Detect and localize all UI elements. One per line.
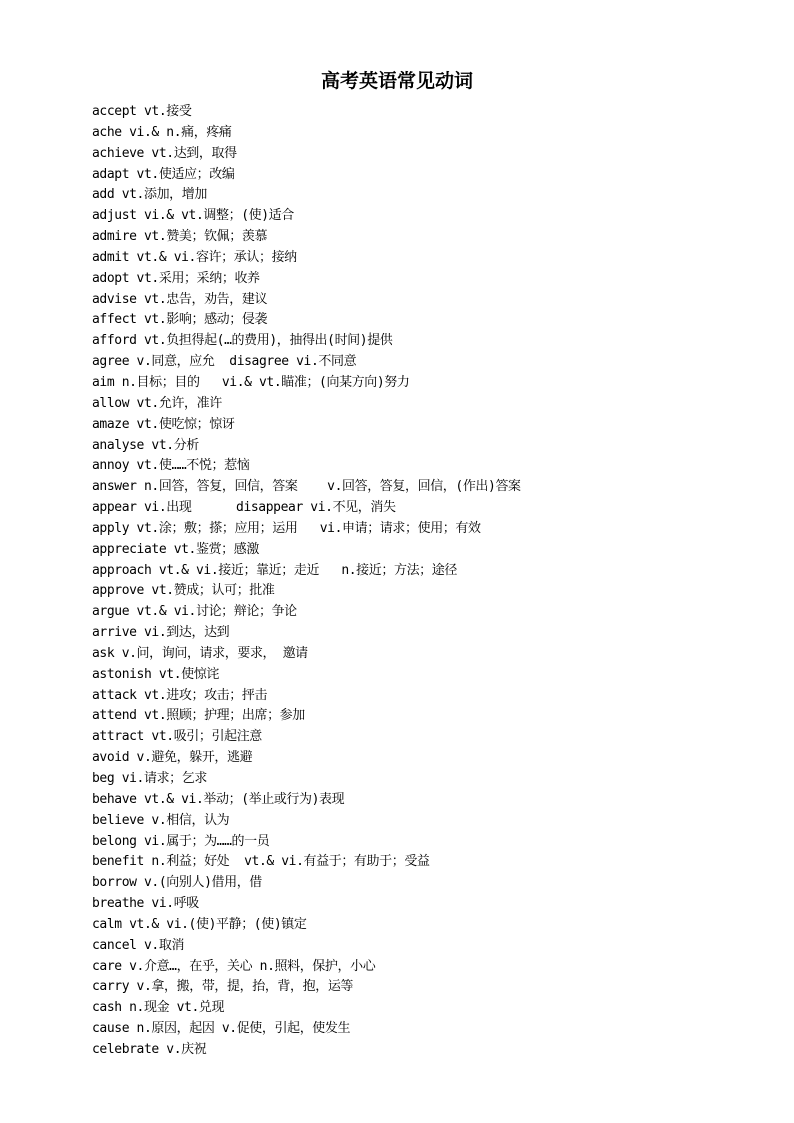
vocab-entry: carry v.拿，搬，带，提，抬，背，抱，运等 [92, 979, 354, 995]
vocab-entry: appear vi.出现 disappear vi.不见，消失 [92, 500, 396, 516]
vocab-entry: attend vt.照顾；护理；出席；参加 [92, 708, 305, 724]
vocab-entry: affect vt.影响；感动；侵袭 [92, 312, 268, 328]
vocab-entry: cause n.原因，起因 v.促使，引起，使发生 [92, 1021, 351, 1037]
vocab-entry: astonish vt.使惊诧 [92, 666, 219, 682]
vocab-entry: agree v.同意，应允 disagree vi.不同意 [92, 354, 357, 370]
vocab-entry: amaze vt.使吃惊；惊讶 [92, 416, 235, 432]
vocab-entry: arrive vi.到达，达到 [92, 625, 230, 641]
vocab-entry: adopt vt.采用；采纳；收养 [92, 270, 260, 286]
vocab-entry: benefit n.利益；好处 vt.& vi.有益于；有助于；受益 [92, 854, 430, 870]
vocab-entry: annoy vt.使……不悦；惹恼 [92, 458, 250, 474]
vocab-entry: analyse vt.分析 [92, 437, 199, 453]
vocab-entry: avoid v.避免，躲开，逃避 [92, 750, 253, 766]
page-title: 高考英语常见动词 [320, 70, 473, 92]
vocab-entry: apply vt.涂；敷；搽；应用；运用 vi.申请；请求；使用；有效 [92, 520, 481, 536]
vocab-entry: adjust vi.& vt.调整；(使)适合 [92, 208, 294, 224]
vocab-entry: approve vt.赞成；认可；批准 [92, 583, 275, 599]
vocab-entry: add vt.添加，增加 [92, 187, 207, 203]
vocab-entry: aim n.目标；目的 vi.& vt.瞄准；(向某方向)努力 [92, 374, 410, 390]
vocab-entry: belong vi.属于；为……的一员 [92, 833, 270, 849]
vocab-entry: allow vt.允许，准许 [92, 395, 222, 411]
vocabulary-list [92, 102, 772, 1061]
vocab-entry: admire vt.赞美；钦佩；羡慕 [92, 229, 268, 245]
vocab-entry: calm vt.& vi.(使)平静；(使)镇定 [92, 916, 307, 932]
vocab-entry: breathe vi.呼吸 [92, 896, 199, 912]
vocab-entry: cancel v.取消 [92, 937, 185, 953]
vocab-entry: attack vt.进攻；攻击；抨击 [92, 687, 268, 703]
vocab-entry: care v.介意…，在乎，关心 n.照料，保护，小心 [92, 958, 376, 974]
vocab-entry: beg vi.请求；乞求 [92, 771, 207, 786]
vocab-entry: adapt vt.使适应；改编 [92, 166, 235, 182]
vocab-entry: admit vt.& vi.容许；承认；接纳 [92, 249, 297, 265]
vocab-entry: argue vt.& vi.讨论；辩论；争论 [92, 604, 297, 620]
vocab-entry: borrow v.(向别人)借用，借 [92, 875, 262, 891]
vocab-entry: celebrate v.庆祝 [92, 1041, 207, 1057]
vocab-entry: cash n.现金 vt.兑现 [92, 1000, 225, 1016]
vocab-entry: ask v.问，询问，请求，要求， 邀请 [92, 645, 308, 661]
vocab-entry: approach vt.& vi.接近；靠近；走近 n.接近；方法；途径 [92, 562, 457, 578]
vocab-entry: believe v.相信，认为 [92, 812, 230, 828]
vocab-entry: afford vt.负担得起(…的费用)，抽得出(时间)提供 [92, 333, 393, 349]
vocab-entry: achieve vt.达到，取得 [92, 145, 237, 161]
vocab-entry: attract vt.吸引；引起注意 [92, 729, 262, 745]
vocab-entry: behave vt.& vi.举动；(举止或行为)表现 [92, 791, 345, 807]
vocab-entry: answer n.回答，答复，回信，答案 v.回答，答复，回信，(作出)答案 [92, 479, 521, 495]
vocab-entry: accept vt.接受 [92, 104, 192, 119]
vocab-entry: ache vi.& n.痛，疼痛 [92, 124, 232, 140]
vocab-entry: appreciate vt.鉴赏；感激 [92, 541, 259, 557]
vocab-entry: advise vt.忠告，劝告，建议 [92, 291, 268, 307]
